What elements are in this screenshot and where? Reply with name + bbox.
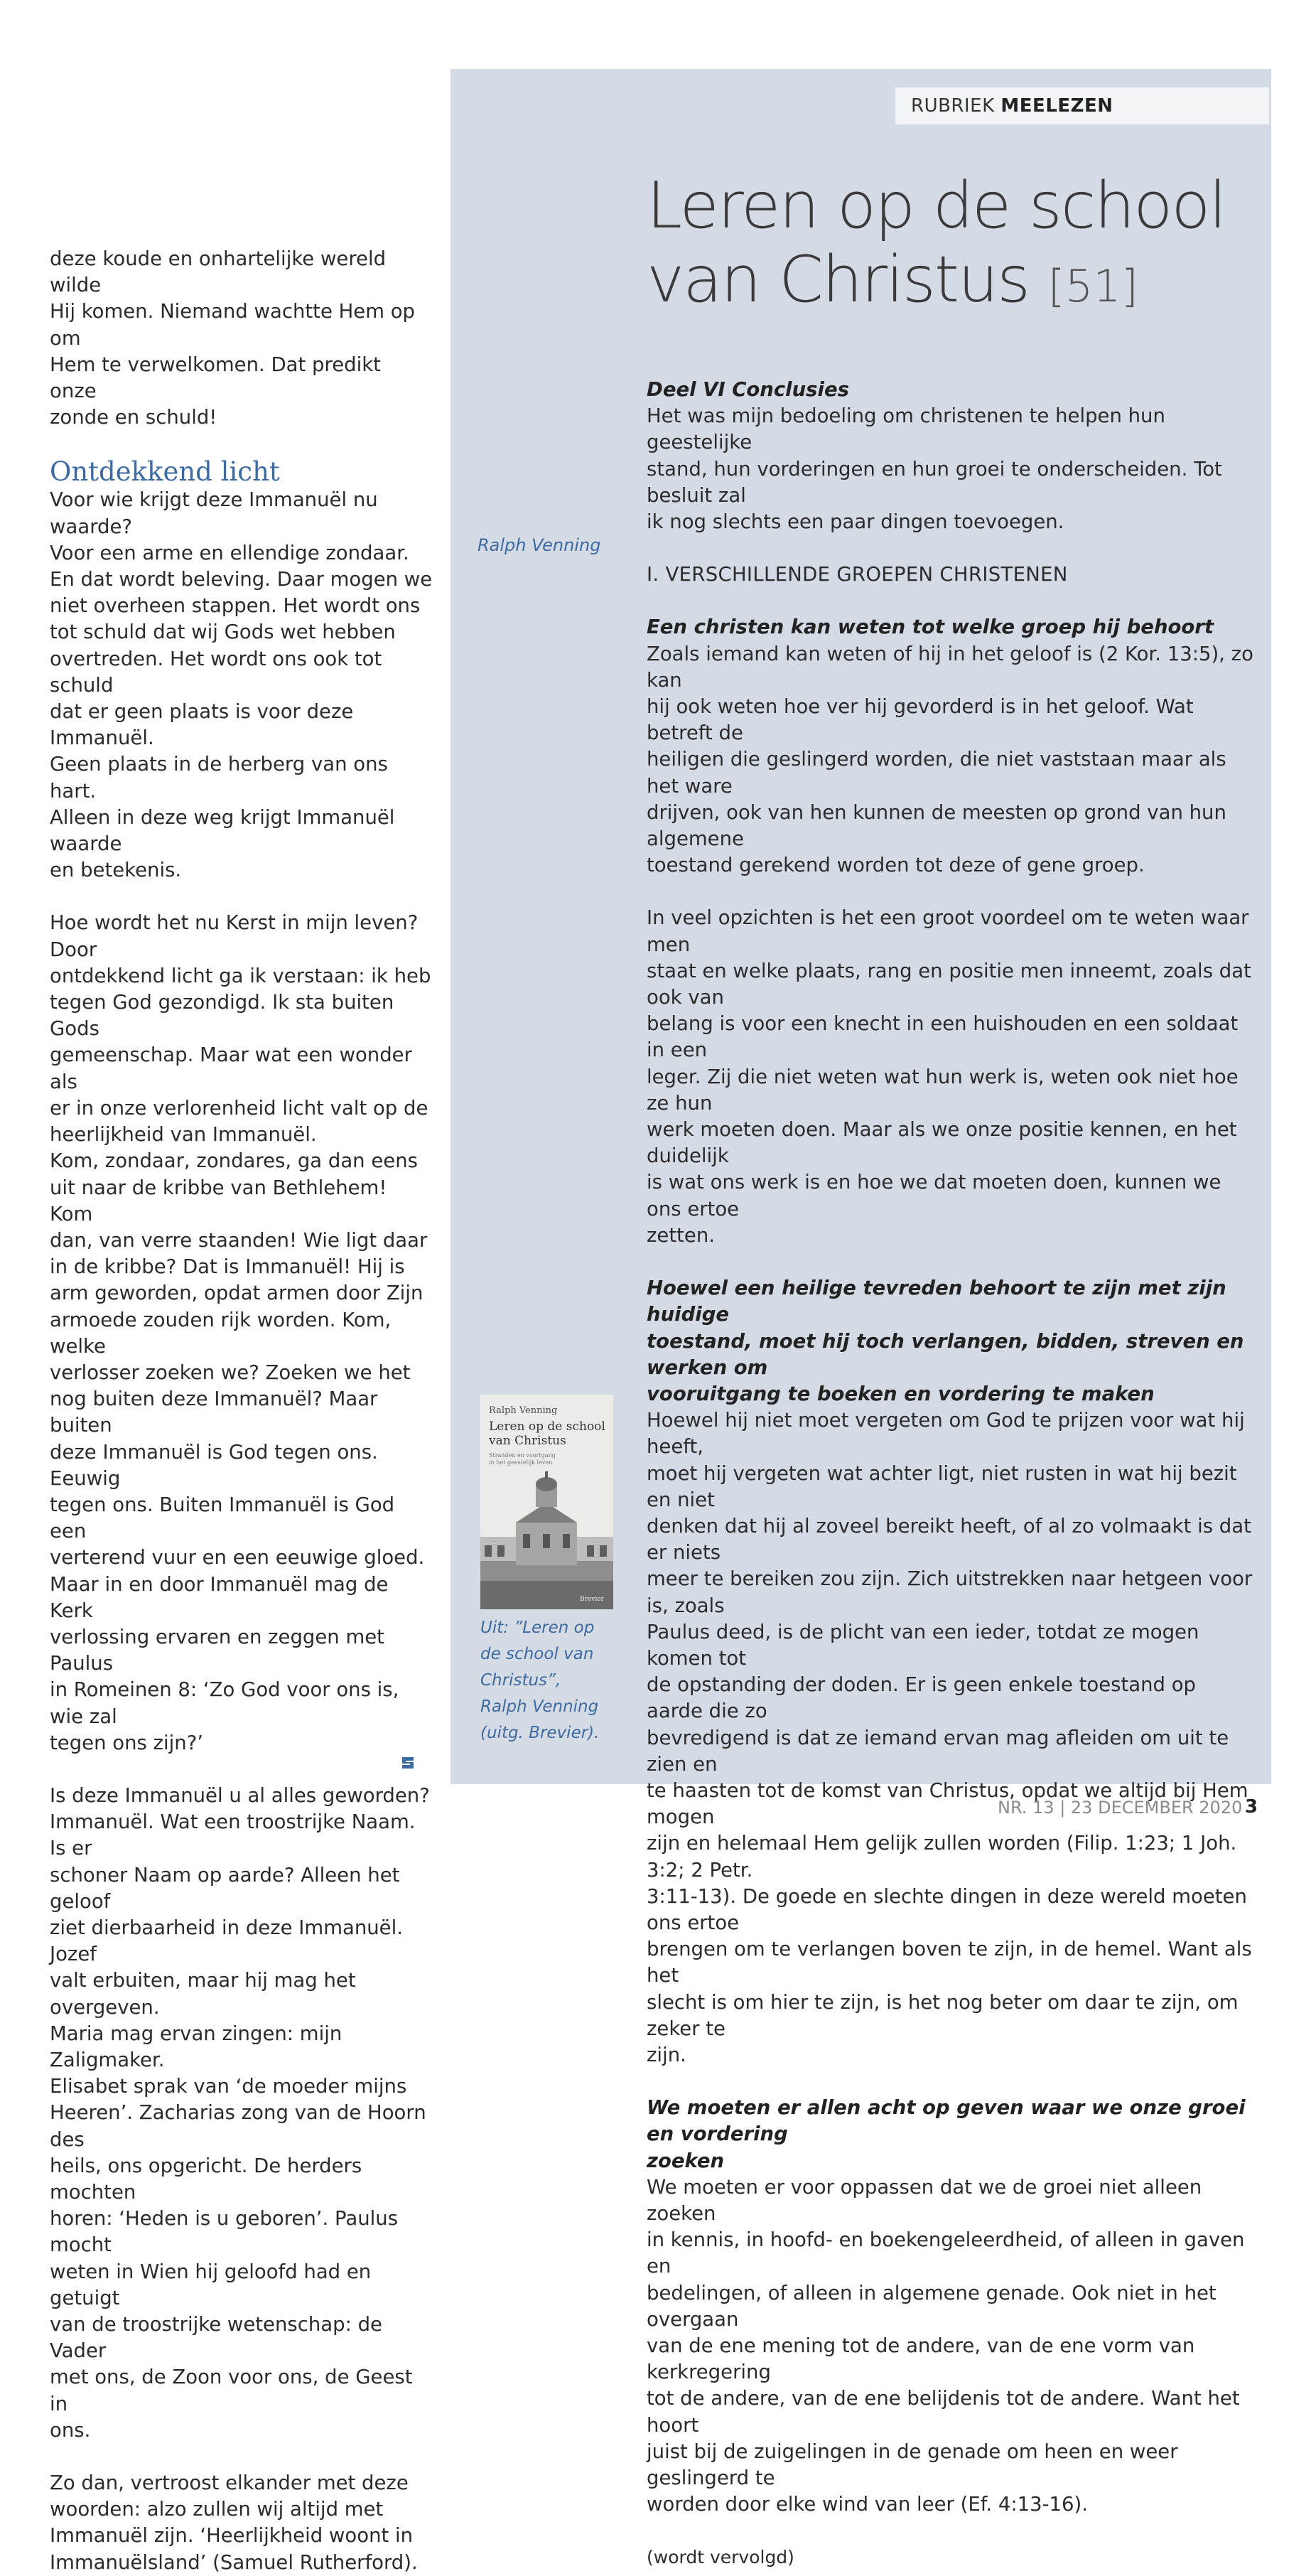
left-paragraph: Zo dan, vertroost elkander met deze woorden: alzo zullen wij altijd met Immanuël zijn. ‘Heerlijkheid woont in Immanuëlsland’ (Samuel Rutherford). (50, 2472, 418, 2574)
book-cover-image (480, 1395, 613, 1609)
article-paragraph: Zoals iemand kan weten of hij in het geloof is (2 Kor. 13:5), zo kan hij ook weten hoe ver hij gevorderd is in het geloof. Wat betreft de heiligen die geslingerd worden, die niet vaststaan maar als het ware drijven, ook van hen kunnen de meesten op grond van hun algemene toestand gerekend worden tot deze of gene groep. (647, 642, 1253, 877)
article-paragraph: We moeten er voor oppassen dat we de groei niet alleen zoeken in kennis, in hoofd- en boekengeleerdheid, of alleen in gaven en bedelingen, of alleen in algemene genade. Ook niet in het overgaan van de ene mening tot de andere, van de ene vorm van kerkregering tot de andere, van de ene belijdenis tot de andere. Want het hoort juist bij de zuigelingen in de genade om heen en weer geslingerd te worden door elke wind van leer (Ef. 4:13-16). (647, 2175, 1245, 2516)
left-paragraph: Voor wie krijgt deze Immanuël nu waarde? Voor een arme en ellendige zondaar. En dat wordt beleving. Daar mogen we niet overheen stappen. Het wordt ons tot schuld dat wij Gods wet hebben overtreden. Het wordt ons ook tot schuld dat er geen plaats is voor deze Immanuël. Geen plaats in de herberg van ons hart. Alleen in deze weg krijgt Immanuël waarde en betekenis. (50, 488, 433, 882)
section-label-prefix: RUBRIEK (911, 95, 995, 117)
end-of-article-icon (399, 1754, 416, 1771)
left-paragraph: deze koude en onhartelijke wereld wilde Hij komen. Niemand wachtte Hem op om Hem te verwelkomen. Dat predikt onze zonde en schuld! (50, 247, 416, 429)
article-paragraph: Hoewel hij niet moet vergeten om God te prijzen voor wat hij heeft, moet hij vergeten wat achter ligt, niet rusten in wat hij bezit en niet denken dat hij al zoveel bereikt heeft, of al zo volmaakt is dat er niets meer te bereiken zou zijn. Zich uitstrekken naar hetgeen voor is, zoals Paulus deed, is de plicht van een ieder, totdat ze mogen komen tot de opstanding der doden. Er is geen enkele toestand op aarde die zo bevredigend is dat ze iemand ervan mag afleiden om uit te zien en te haasten tot de komst van Christus, opdat we altijd bij Hem mogen zijn en helemaal Hem gelijk zullen worden (Filip. 1:23; 1 Joh. 3:2; 2 Petr. 3:11-13). De goede en slechte dingen in deze wereld moeten ons ertoe brengen om te verlangen boven te zijn, in de hemel. Want als het slecht is om hier te zijn, is het nog beter om daar te zijn, om zeker te zijn. (647, 1409, 1253, 2066)
article-paragraph: In veel opzichten is het een groot voordeel om te weten waar men staat en welke plaats, rang en positie men inneemt, zoals dat ook van belang is voor een knecht in een huishouden en een soldaat in een leger. Zij die niet weten wat hun werk is, weten ook niet hoe ze hun werk moeten doen. Maar als we onze positie kennen, en het duidelijk is wat ons werk is en hoe we dat moeten doen, kunnen we ons ertoe zetten. (647, 906, 1251, 1247)
article-series-number: [51] (1047, 260, 1138, 312)
book-cover-subtitle: Stranden en voortgang in het geestelijk leven (489, 1452, 556, 1466)
section-label-name: MEELEZEN (1000, 95, 1113, 117)
article-body (647, 377, 1258, 2571)
left-heading: Ontdekkend licht (50, 456, 280, 488)
page-number: 3 (1245, 1796, 1258, 1818)
article-title-line1: Leren op de school (647, 168, 1226, 243)
book-caption: Uit: ”Leren op de school van Christus”, Ralph Venning (uitg. Brevier). (480, 1619, 600, 1742)
subheading: We moeten er allen acht op geven waar we onze groei en vordering zoeken (647, 2096, 1246, 2172)
left-column (50, 246, 433, 2576)
continued-note: (wordt vervolgd) (647, 2547, 794, 2568)
caps-heading: I. VERSCHILLENDE GROEPEN CHRISTENEN (647, 563, 1068, 586)
left-paragraph: Hoe wordt het nu Kerst in mijn leven? Door ontdekkend licht ga ik verstaan: ik heb tegen God gezondigd. Ik sta buiten Gods gemeenschap. Maar wat een wonder als er in onze verlorenheid licht valt op de heerlijkheid van Immanuël. Kom, zondaar, zondares, ga dan eens uit naar de kribbe van Bethlehem! Kom dan, van verre staanden! Wie ligt daar in de kribbe? Dat is Immanuël! Hij is arm geworden, opdat armen door Zijn armoede zouden rijk worden. Kom, welke verlosser zoeken we? Zoeken we het nog buiten deze Immanuël? Maar buiten deze Immanuël is God tegen ons. Eeuwig tegen ons. Buiten Immanuël is God een verterend vuur en een eeuwige gloed. Maar in en door Immanuël mag de Kerk verlossing ervaren en zeggen met Paulus in Romeinen 8: ‘Zo God voor ons is, wie zal tegen ons zijn?’ (50, 911, 431, 1754)
left-paragraph: Is deze Immanuël u al alles geworden? Immanuël. Wat een troostrijke Naam. Is er schoner Naam op aarde? Alleen het geloof ziet dierbaarheid in deze Immanuël. Jozef valt erbuiten, maar hij mag het overgeven. Maria mag ervan zingen: mijn Zaligmaker. Elisabet sprak van ‘de moeder mijns Heeren’. Zacharias zong van de Hoorn des heils, ons opgericht. De herders mochten horen: ‘Heden is u geboren’. Paulus mocht weten in Wien hij geloofd had en getuigt van de troostrijke wetenschap: de Vader met ons, de Zoon voor ons, de Geest in ons. (50, 1783, 430, 2442)
article-title-line2: van Christus (647, 242, 1030, 317)
book-cover-author: Ralph Venning (489, 1405, 558, 1416)
author-name: Ralph Venning (478, 535, 601, 555)
book-cover-publisher: Brevier (580, 1596, 604, 1603)
article-title (647, 169, 1258, 323)
subheading: Hoewel een heilige tevreden behoort te zijn met zijn huidige toestand, moet hij toch verlangen, bidden, streven en werken om vooruitgang te boeken en vordering te maken (647, 1277, 1244, 1405)
section-heading: Deel VI Conclusies (647, 378, 849, 401)
subheading: Een christen kan weten tot welke groep hij behoort (647, 616, 1214, 639)
article-paragraph: Het was mijn bedoeling om christenen te helpen hun geestelijke stand, hun vorderingen en hun groei te onderscheiden. Tot besluit zal ik nog slechts een paar dingen toevoegen. (647, 404, 1222, 534)
book-cover-title: Leren op de school van Christus (489, 1420, 605, 1448)
issue-info: NR. 13 | 23 DECEMBER 2020 (998, 1798, 1243, 1818)
section-label (895, 87, 1269, 124)
